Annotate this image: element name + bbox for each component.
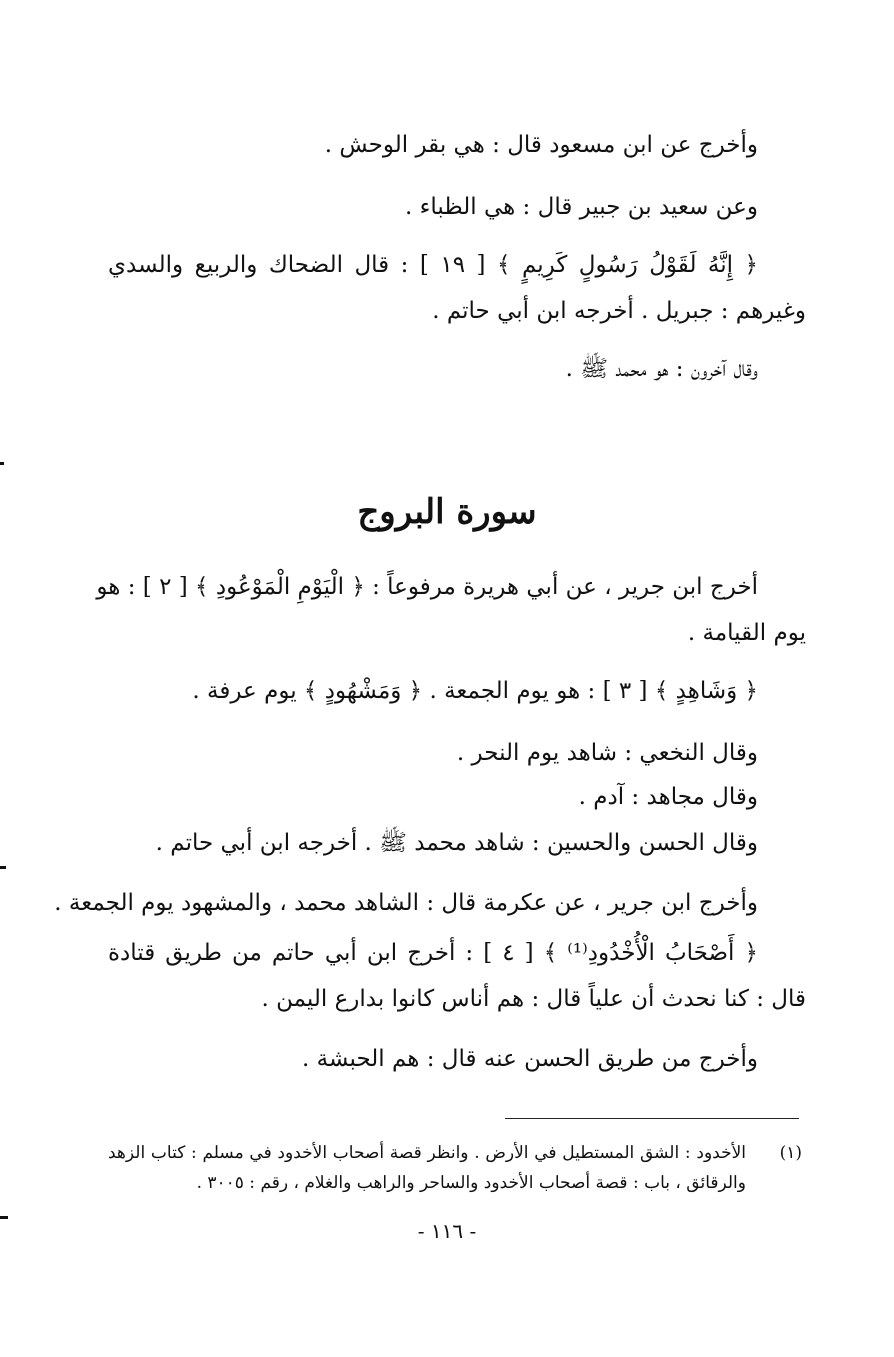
section-line-6: وقال الحسن والحسين : شاهد محمد ﷺ . أخرجه ابن أبي حاتم .: [155, 830, 758, 856]
page-number: - ١١٦ -: [417, 1219, 477, 1243]
scan-mark-1: [0, 462, 4, 465]
section-line-8: ﴿ أَصْحَابُ الْأُخْدُودِ⁽¹⁾ ﴾ [ ٤ ] : أخرج ابن أبي حاتم من طريق قتادة: [108, 940, 758, 966]
section-line-4: وقال النخعي : شاهد يوم النحر .: [456, 740, 758, 766]
section-line-10: وأخرج من طريق الحسن عنه قال : هم الحبشة .: [302, 1046, 758, 1072]
body-line-5: وقال آخرون : هو محمد ﷺ .: [565, 356, 758, 382]
section-line-3: ﴿ وَشَاهِدٍ ﴾ [ ٣ ] : هو يوم الجمعة . ﴿ وَمَشْهُودٍ ﴾ يوم عرفة .: [192, 678, 758, 704]
section-line-9: قال : كنا نحدث أن علياً قال : هم أناس كانوا بدارع اليمن .: [261, 986, 806, 1012]
section-line-5: وقال مجاهد : آدم .: [578, 784, 758, 810]
scan-mark-3: [0, 1216, 8, 1219]
section-line-1: أخرج ابن جرير ، عن أبي هريرة مرفوعاً : ﴿ الْيَوْمِ الْمَوْعُودِ ﴾ [ ٢ ] : هو: [96, 574, 758, 600]
footnote-marker: (١): [779, 1143, 802, 1163]
scan-mark-2: [0, 866, 6, 869]
section-line-2: يوم القيامة .: [687, 620, 806, 646]
body-line-3: ﴿ إِنَّهُ لَقَوْلُ رَسُولٍ كَرِيمٍ ﴾ [ ١٩ ] : قال الضحاك والربيع والسدي: [108, 252, 759, 278]
section-title: سورة البروج: [357, 492, 537, 532]
body-line-2: وعن سعيد بن جبير قال : هي الظباء .: [404, 194, 758, 220]
section-line-7: وأخرج ابن جرير ، عن عكرمة قال : الشاهد محمد ، والمشهود يوم الجمعة .: [54, 890, 758, 916]
footnote-separator: [505, 1118, 799, 1119]
footnote-line-2: والرقائق ، باب : قصة أصحاب الأخدود والساحر والراهب والغلام ، رقم : ٣٠٠٥ .: [196, 1173, 746, 1193]
body-line-1: وأخرج عن ابن مسعود قال : هي بقر الوحش .: [324, 132, 758, 158]
footnote-line-1: الأخدود : الشق المستطيل في الأرض . وانظر قصة أصحاب الأخدود في مسلم : كتاب الزهد: [108, 1143, 746, 1163]
body-line-4: وغيرهم : جبريل . أخرجه ابن أبي حاتم .: [432, 298, 806, 324]
